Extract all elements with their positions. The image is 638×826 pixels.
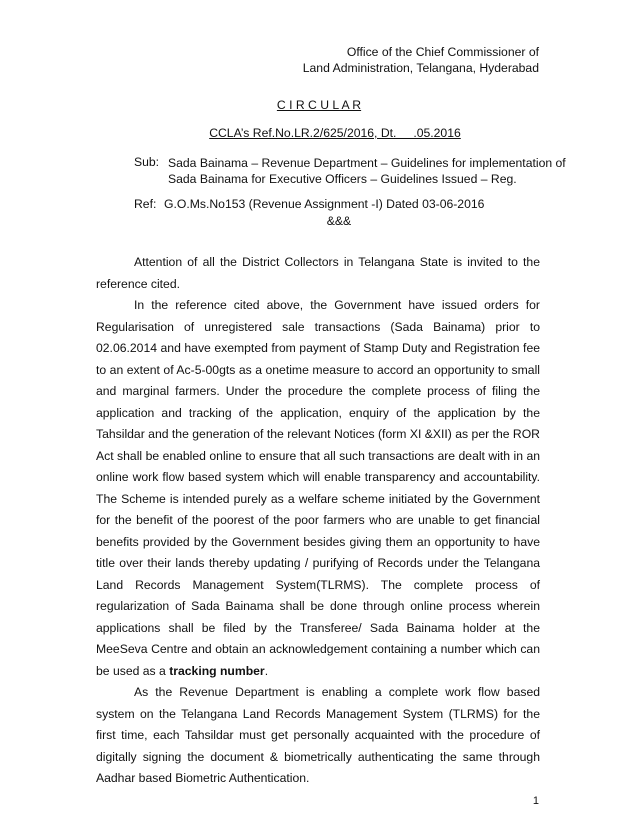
paragraph-3: As the Revenue Department is enabling a complete work flow based system on the Telangana Land Records Management System (TLRMS) for the first time, each Tahsildar must get personally acquainted with the procedure of digitally signing the document & biometrically authenticating the same through Aadhar based Biometric Authentication. (96, 685, 540, 785)
office-line-1: Office of the Chief Commissioner of (346, 45, 539, 59)
subject-label: Sub: (134, 155, 160, 169)
paragraph-1: Attention of all the District Collectors in Telangana State is invited to the reference cited. (96, 255, 540, 291)
paragraph-2-text: In the reference cited above, the Government have issued orders for Regularisation of unregistered sale transactions (Sada Bainama) prior to 02.06.2014 and have exempted from payment of Stamp Duty and Registration fee to an extent of Ac-5-00gts as a onetime measure to accord an opportunity to small and marginal farmers. Under the procedure the complete process of filing the application and tracking of the application, enquiry of the application by the Tahsildar and the generation of the relevant Notices (form XI &XII) as per the ROR Act shall be enabled online to ensure that all such transactions are dealt with in an online work flow based system which will enable transparency and accountability. The Scheme is intended purely as a welfare scheme initiated by the Government for the benefit of the poorest of the poor farmers who are unable to get financial benefits provided by the Government besides giving them an opportunity to have title over their lands thereby updating / purifying of Records under the Telangana Land Records Management System(TLRMS). The complete process of regularization of Sada Bainama shall be done through online process wherein applications shall be filed by the Transferee/ Sada Bainama holder at the MeeSeva Centre and obtain an acknowledgement containing a number which can be used as a (96, 298, 540, 678)
circular-body (96, 252, 540, 790)
circular-title-text: C I R C U L A R (276, 98, 362, 112)
subject-text (168, 155, 566, 187)
page-number: 1 (532, 795, 539, 807)
circular-title (0, 98, 638, 112)
tracking-number-emphasis: tracking number (169, 663, 265, 678)
reference-label: Ref: (134, 197, 157, 211)
subject-line-2: Sada Bainama for Executive Officers – Guidelines Issued – Reg. (168, 172, 517, 186)
paragraph-2 (96, 295, 540, 682)
office-line-2: Land Administration, Telangana, Hyderabad (302, 61, 539, 75)
paragraph-2-end: . (264, 663, 269, 678)
circular-reference-text: CCLA’s Ref.No.LR.2/625/2016, Dt. .05.2016 (209, 126, 461, 140)
circular-reference (0, 126, 638, 140)
office-header (303, 44, 539, 76)
reference-text: G.O.Ms.No153 (Revenue Assignment -I) Dated 03-06-2016 (164, 197, 485, 211)
subject-line-1: Sada Bainama – Revenue Department – Guidelines for implementation of (168, 156, 566, 170)
separator: &&& (326, 214, 352, 228)
